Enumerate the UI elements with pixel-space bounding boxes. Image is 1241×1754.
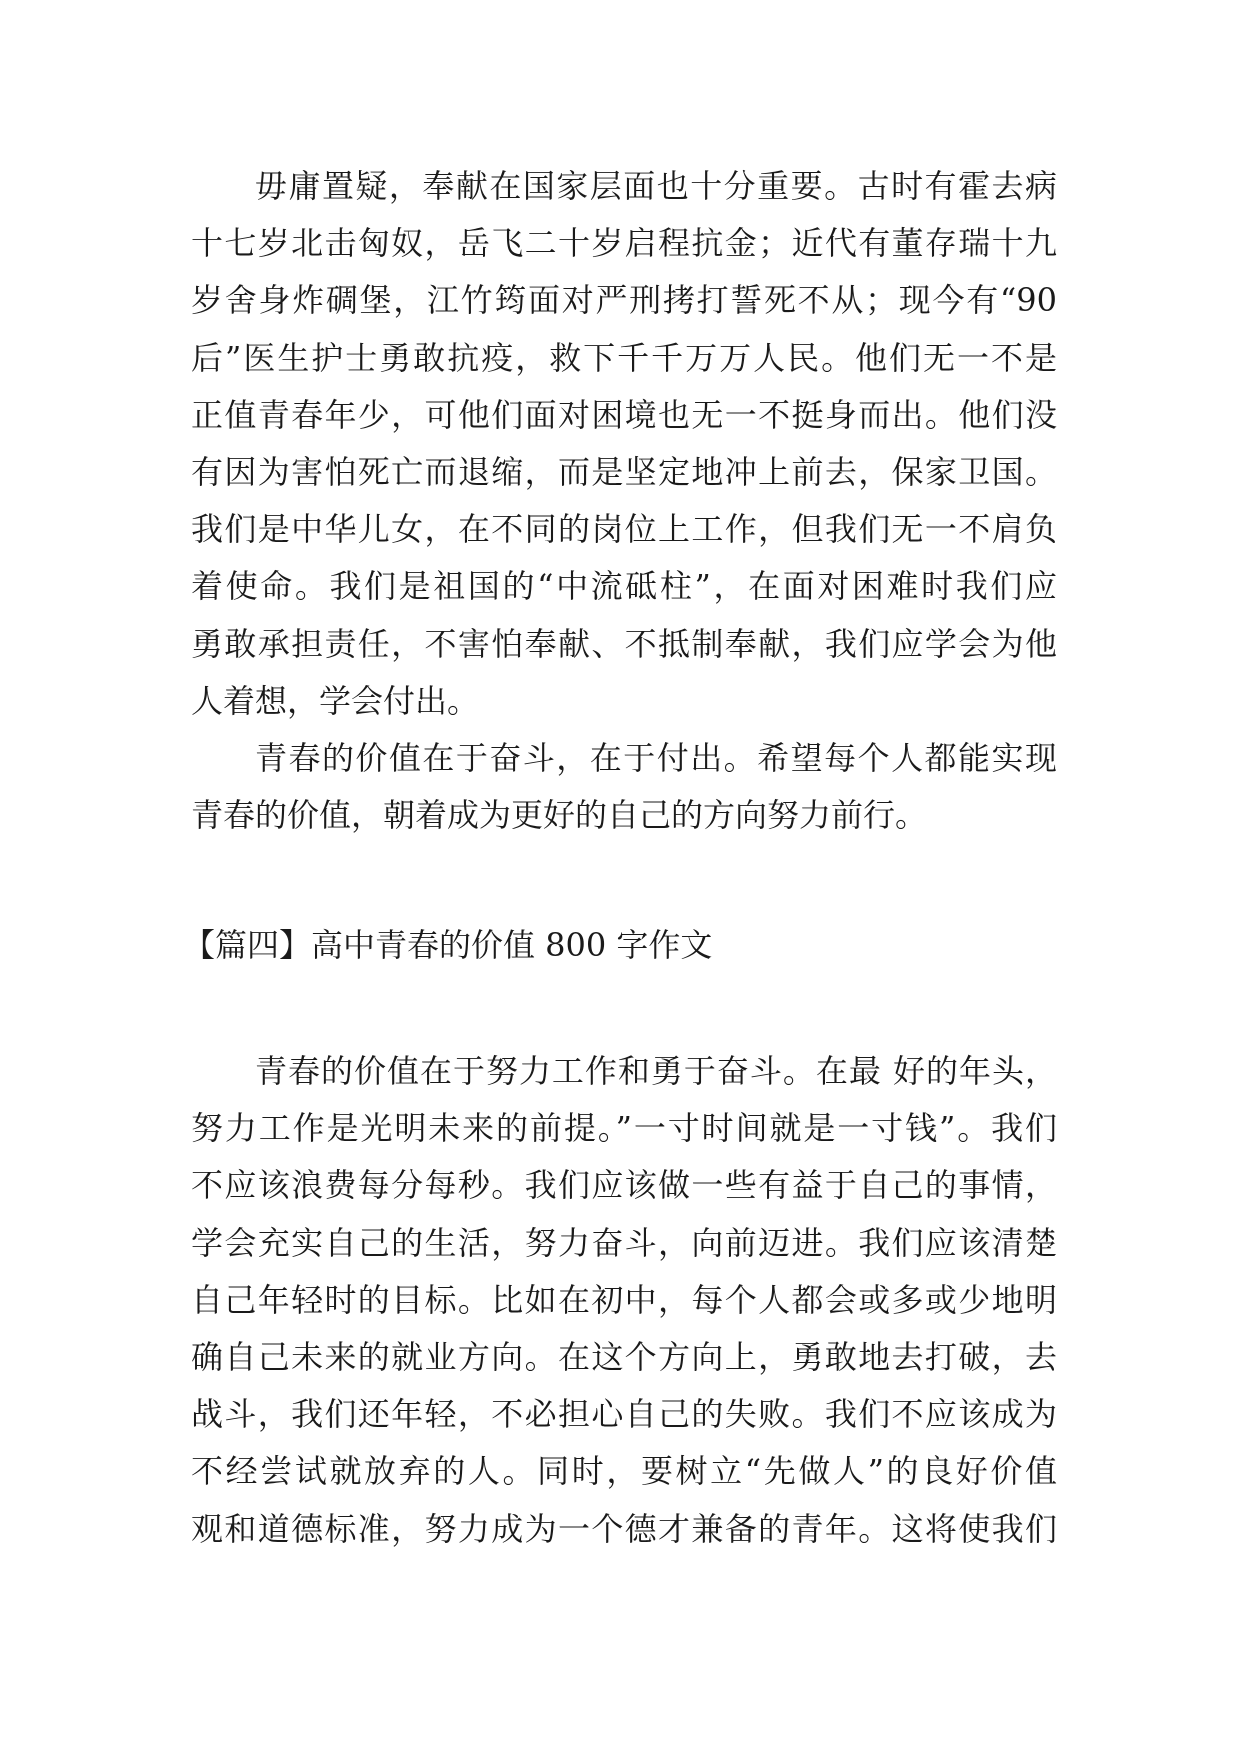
text-line: 自己年轻时的目标。比如在初中，每个人都会或多或少地明: [191, 1280, 1057, 1319]
text-line: 不经尝试就放弃的人。同时，要树立“先做人”的良好价值: [191, 1452, 1057, 1491]
section3-paragraph-2: [191, 730, 1057, 844]
text-line: 后”医生护士勇敢抗疫，救下千千万万人民。他们无一不是: [191, 338, 1057, 377]
text-line: 青春的价值在于努力工作和勇于奋斗。在最 好的年头，: [255, 1052, 1057, 1090]
text-line: 有因为害怕死亡而退缩，而是坚定地冲上前去，保家卫国。: [191, 452, 1057, 491]
text-line: 学会充实自己的生活，努力奋斗，向前迈进。我们应该清楚: [191, 1223, 1057, 1262]
text-line: 青春的价值在于奋斗，在于付出。希望每个人都能实现: [255, 739, 1057, 777]
text-line: 青春的价值，朝着成为更好的自己的方向努力前行。: [191, 796, 928, 835]
text-line: 战斗，我们还年轻，不必担心自己的失败。我们不应该成为: [191, 1395, 1057, 1434]
text-line: 毋庸置疑，奉献在国家层面也十分重要。古时有霍去病: [255, 167, 1057, 205]
text-line: 着使命。我们是祖国的“中流砥柱”，在面对困难时我们应: [191, 567, 1057, 606]
text-line: 确自己未来的就业方向。在这个方向上，勇敢地去打破，去: [191, 1337, 1057, 1376]
text-line: 观和道德标准，努力成为一个德才兼备的青年。这将使我们: [191, 1509, 1057, 1548]
section4-heading: 【篇四】高中青春的价值 800 字作文: [183, 926, 713, 964]
text-line: 不应该浪费每分每秒。我们应该做一些有益于自己的事情，: [191, 1166, 1057, 1205]
text-line: 正值青春年少，可他们面对困境也无一不挺身而出。他们没: [191, 395, 1057, 434]
text-line: 努力工作是光明未来的前提。”一寸时间就是一寸钱”。我们: [191, 1109, 1057, 1148]
text-line: 我们是中华儿女，在不同的岗位上工作，但我们无一不肩负: [191, 510, 1057, 549]
section3-paragraph-1: [191, 158, 1057, 730]
section4-paragraph-1: [191, 1043, 1057, 1558]
text-line: 十七岁北击匈奴，岳飞二十岁启程抗金；近代有董存瑞十九: [191, 224, 1057, 263]
text-line: 人着想，学会付出。: [191, 681, 480, 720]
text-line: 岁舍身炸碉堡，江竹筠面对严刑拷打誓死不从；现今有“90: [191, 281, 1057, 320]
text-line: 勇敢承担责任，不害怕奉献、不抵制奉献，我们应学会为他: [191, 624, 1057, 663]
